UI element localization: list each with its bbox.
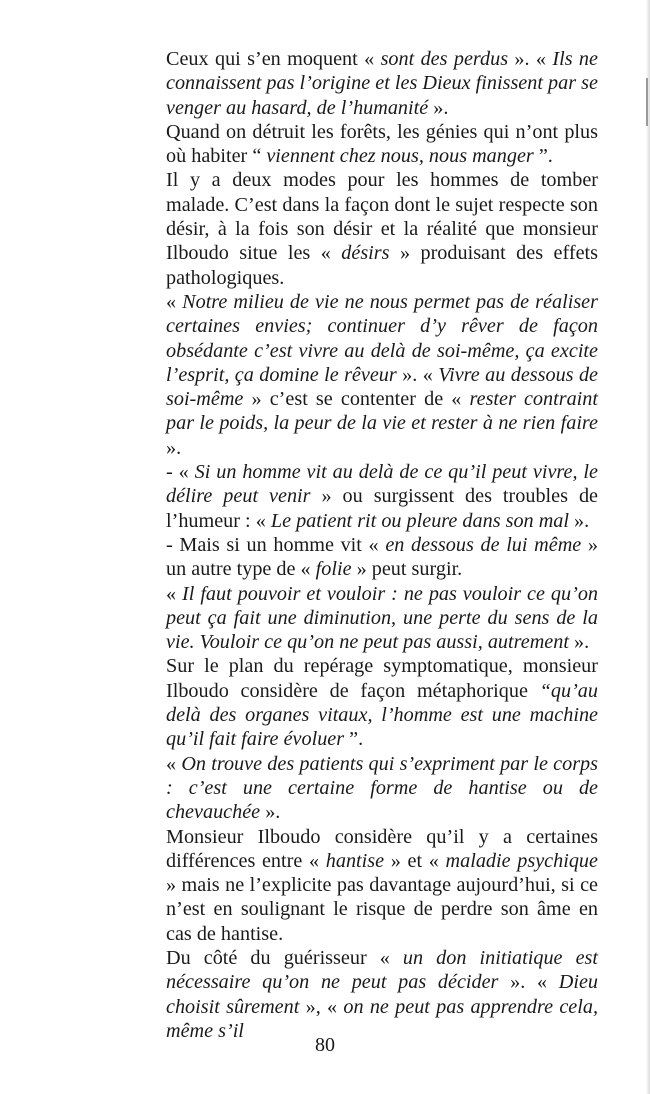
italic-quote: Si un homme vit au delà de ce qu’il peut vivre, le délire peut venir	[166, 461, 604, 508]
text-run: » ou surgissent des troubles de l’humeur : «	[166, 485, 604, 532]
paragraph	[166, 533, 604, 582]
text-run: Quand on détruit les forêts, les génies qui n’ont plus où habiter “	[166, 120, 604, 168]
italic-quote: Ils ne connaissent pas l’origine et les Dieux finissent par se venger au hasard, de l’humanité	[166, 48, 604, 119]
text-run: «	[166, 582, 183, 605]
text-run: » produisant des effets pathologiques.	[166, 242, 604, 289]
page-edge-mark	[646, 78, 648, 126]
italic-quote: Il faut pouvoir et vouloir : ne pas vouloir ce qu’on peut ça fait une diminution, une perte du sens de la vie. Vouloir ce qu’on ne peut pas aussi, autrement	[166, 582, 604, 654]
text-run: ».	[568, 509, 590, 532]
text-run: ».	[166, 412, 604, 459]
paragraph	[166, 120, 604, 169]
text-run: ”.	[533, 145, 553, 168]
italic-quote: Le patient rit ou pleure dans son mal	[270, 509, 569, 532]
text-run: ».	[568, 631, 590, 654]
text-run: «	[166, 752, 182, 775]
paragraph	[166, 582, 604, 655]
text-run: «	[166, 290, 183, 313]
italic-quote: on ne peut pas apprendre cela, même s’il	[166, 995, 604, 1042]
text-run: ». «	[508, 48, 553, 70]
paragraph	[166, 290, 604, 460]
text-run: Du côté du guérisseur «	[166, 946, 403, 969]
text-run: » un autre type de «	[166, 533, 604, 581]
text-run: Il y a deux modes pour les hommes de tomber malade. C’est dans la façon dont le sujet respecte son désir, à la fois son désir et la réalité que monsieur Ilboudo situe les «	[166, 169, 604, 265]
italic-quote: désirs	[341, 242, 390, 265]
italic-quote: “qu’au delà des organes vitaux, l’homme est une machine qu’il fait faire évoluer	[166, 679, 604, 751]
italic-quote: rester contraint par le poids, la peur de la vie et rester à ne rien faire	[166, 388, 604, 435]
paragraph	[166, 946, 604, 1043]
italic-quote: un don initiatique est nécessaire qu’on ne peut pas décider	[166, 946, 604, 994]
text-run: Sur le plan du repérage symptomatique, monsieur Ilboudo considère de façon métaphorique	[166, 655, 604, 702]
text-run: » mais ne l’explicite pas davantage aujourd’hui, si ce n’est en soulignant le risque de perdre son âme en cas de hantise.	[166, 849, 604, 945]
text-run: - Mais si un homme vit «	[166, 533, 386, 556]
paragraph	[166, 654, 604, 751]
italic-quote: viennent chez nous, nous manger	[266, 145, 534, 168]
page-edge	[646, 0, 650, 1094]
text-run: ”.	[344, 728, 364, 751]
page-number: 80	[315, 1034, 335, 1056]
text-run: ». «	[396, 363, 439, 386]
text-run: Ceux qui s’en moquent «	[166, 48, 381, 70]
paragraph	[166, 460, 604, 533]
text-run: » et «	[384, 849, 446, 872]
text-run: Monsieur Ilboudo considère qu’il y a certaines différences entre «	[166, 825, 604, 872]
italic-quote: Dieu choisit sûrement	[166, 971, 604, 1018]
paragraph	[166, 168, 604, 289]
text-run: » c’est se contenter de «	[243, 388, 470, 411]
text-run: ». «	[498, 971, 559, 994]
italic-quote: Notre milieu de vie ne nous permet pas de réaliser certaines envies; continuer d’y rêver de façon obsédante c’est vivre au delà de soi-même, ça excite l’esprit, ça domine le rêveur	[166, 290, 604, 386]
text-run: ».	[260, 801, 281, 824]
italic-quote: folie	[315, 558, 352, 581]
text-run: », «	[299, 995, 344, 1018]
italic-quote: On trouve des patients qui s’expriment par le corps : c’est une certaine forme de hantise ou de chevauchée	[166, 752, 604, 824]
text-run: » peut surgir.	[351, 558, 463, 581]
italic-quote: maladie psychique	[445, 849, 598, 872]
body-text	[166, 47, 604, 1043]
italic-quote: sont des perdus	[380, 48, 509, 70]
italic-quote: Vivre au dessous de soi-même	[166, 363, 604, 411]
italic-quote: en dessous de lui même	[385, 533, 582, 556]
text-run: - «	[166, 461, 195, 484]
text-run: ».	[428, 96, 449, 119]
paragraph	[166, 825, 604, 946]
paragraph	[166, 752, 604, 825]
paragraph	[166, 47, 604, 120]
italic-quote: hantise	[325, 849, 385, 872]
